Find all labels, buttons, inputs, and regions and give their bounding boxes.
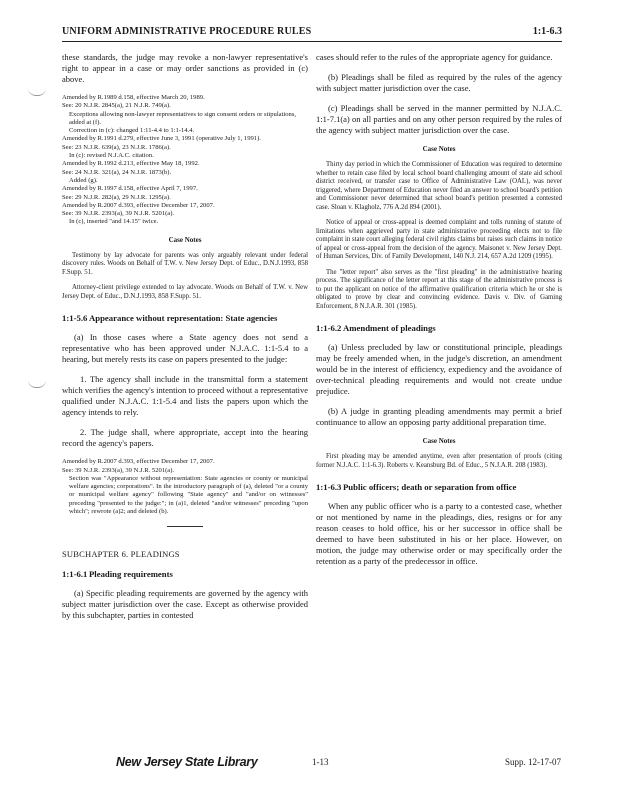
section-title: Pleading requirements xyxy=(89,569,173,580)
paragraph-b: (b) A judge in granting pleading amendments may permit a brief continuance to allow an opposing party additional preparation time. xyxy=(316,406,562,427)
right-column xyxy=(316,52,562,576)
history-notes-1 xyxy=(62,94,308,227)
section-heading-1-1-6-2 xyxy=(316,323,562,334)
case-note: Thirty day period in which the Commissioner of Education was required to determine whether to retain case filed by local school board challenging amount of state aid school district received, or transfer case to Office of Administrative Law (OAL), was never triggered, where Department of Education never filed an answer to school board's petition and Commissioner never determined that school board's petition presented a contested case. Sloan v. Klagholz, 776 A.2d 894 (2001). xyxy=(316,161,562,211)
paragraph-a2: 2. The judge shall, where appropriate, accept into the hearing record the agency's papers. xyxy=(62,427,308,449)
case-note: The "letter report" also serves as the "first pleading" in the administrative hearing process. The significance of the letter report at this stage of the administrative process is to put the applicant on notice of the affirmative qualification criteria which he or she is obligated to prove by clear and convincing evidence. Davis v. Div. of Gaming Enforcement, 8 N.J.A.R. 301 (1985). xyxy=(316,268,562,310)
section-title: Public officers; death or separation from office xyxy=(343,482,517,492)
margin-mark xyxy=(28,380,46,388)
paragraph-a: (a) Unless precluded by law or constitutional principle, pleadings may be freely amended when, in the judge's discretion, an amendment would be in the interest of efficiency, expediency and the avoidance of over-technical pleading requirements and would not create undue prejudice. xyxy=(316,342,562,396)
history-line: Amended by R.2007 d.393, effective December 17, 2007. xyxy=(62,201,215,209)
supplement-date: Supp. 12-17-07 xyxy=(505,757,561,767)
divider xyxy=(167,526,203,527)
header-section-range: 1:1-6.3 xyxy=(532,26,562,37)
history-line: In (c): revised N.J.A.C. citation. xyxy=(69,152,154,160)
section-number: 1:1-6.2 xyxy=(316,323,342,333)
history-line: Amended by R.1992 d.213, effective May 18, 1992. xyxy=(62,160,200,168)
history-line: Added (g). xyxy=(69,176,98,184)
section-heading-1-1-6-3 xyxy=(316,482,562,493)
case-note: Testimony by lay advocate for parents was only arguably relevant under federal discovery rules. Woods on Behalf of T.W. v. New Jersey Dept. of Educ., D.N.J.1993, 858 F.Supp. 51. xyxy=(62,251,308,276)
case-note: Notice of appeal or cross-appeal is deemed complaint and tolls running of statute of limitations when aggrieved party in state administrative proceeding elects not to file complaint in state court alleging federal civil rights claims but raises such claims in notice of appeal or cross-appeal from the decision of the agency. Maisonet v. New Jersey Dept. of Human Services, Div. of Family Development, 140 N.J. 214, 657 A.2d 1209 (1995). xyxy=(316,219,562,260)
subchapter-heading: SUBCHAPTER 6. PLEADINGS xyxy=(62,549,180,560)
case-notes-heading: Case Notes xyxy=(422,145,456,153)
history-line: Amended by R.1997 d.158, effective April 7, 1997. xyxy=(62,185,198,193)
left-column xyxy=(62,52,308,630)
paragraph-c: (c) Pleadings shall be served in the manner permitted by N.J.A.C. 1:1-7.1(a) on all parties and on any other person required by the rules of the agency with subject matter jurisdiction over the case. xyxy=(316,103,562,135)
section-number: 1:1-6.3 xyxy=(316,482,342,492)
case-note: Attorney-client privilege extended to lay advocate. Woods on Behalf of T.W. v. New Jersey Dept. of Educ., D.N.J.1993, 858 F.Supp. 51. xyxy=(62,284,308,300)
section-title: Amendment of pleadings xyxy=(343,323,436,333)
margin-mark xyxy=(28,88,46,96)
history-line: See: 39 N.J.R. 2393(a), 39 N.J.R. 5201(a). xyxy=(62,210,175,218)
history-notes-2 xyxy=(62,458,308,516)
history-line: Exceptions allowing non-lawyer representatives to sign consent orders or stipulations, added at (f). xyxy=(69,110,297,126)
history-line: Section was "Appearance without representation: State agencies or county or municipal welfare agencies; corporations". In the introductory paragraph of (a), deleted "or a county or municipal welfare agency" following "State agency" and "and/or on witnesses" preceding "presented to the judge:"; in (a)1, deleted "and/or witnesses" preceding "upon which"; rewrote (a)2; and deleted (b). xyxy=(69,474,308,516)
history-line: See: 24 N.J.R. 321(a), 24 N.J.R. 1873(b). xyxy=(62,168,172,176)
section-heading-1-1-5-6 xyxy=(62,313,308,324)
section-number: 1:1-5.6 xyxy=(62,313,88,324)
case-note: First pleading may be amended anytime, even after presentation of proofs (citing former N.J.A.C. 1:1-6.3). Roberts v. Keansburg Bd. of Educ., 5 N.J.A.R. 208 (1983). xyxy=(316,453,562,469)
intro-paragraph: these standards, the judge may revoke a non-lawyer representative's right to appear in a case or may order sanctions as provided in (c) above. xyxy=(62,52,308,84)
paragraph-a: (a) In those cases where a State agency does not send a representative who has been approved under N.J.A.C. 1:1-5.4 to a hearing, but merely rests its case on papers presented to the judge: xyxy=(62,332,308,365)
paragraph-b: (b) Pleadings shall be filed as required by the rules of the agency with subject matter jurisdiction over the case. xyxy=(316,72,562,93)
history-line: See: 20 N.J.R. 2845(a), 21 N.J.R. 749(a). xyxy=(62,102,171,110)
history-line: Amended by R.1989 d.158, effective March 20, 1989. xyxy=(62,94,205,101)
library-stamp: New Jersey State Library xyxy=(116,755,258,769)
section-number: 1:1-6.1 xyxy=(62,569,88,580)
section-body: When any public officer who is a party to a contested case, whether or not mentioned by name in the pleadings, dies, resigns or for any reason ceases to hold office, his or her successor in office shall be deemed to have been substituted in his or her place. However, on motion, the judge may otherwise order or may specifically order the retention as a party of the predecessor in office. xyxy=(316,501,562,566)
paragraph-a1: 1. The agency shall include in the transmittal form a statement which verifies the agency's intention to proceed without a representative qualified under N.J.A.C. 1:1-5.4 and lists the papers upon which the agency intends to rely. xyxy=(62,374,308,418)
header-title: UNIFORM ADMINISTRATIVE PROCEDURE RULES xyxy=(62,26,312,37)
history-line: See: 23 N.J.R. 639(a), 23 N.J.R. 1786(a). xyxy=(62,143,171,151)
continued-paragraph: cases should refer to the rules of the appropriate agency for guidance. xyxy=(316,52,553,62)
case-notes-heading: Case Notes xyxy=(422,437,456,445)
history-line: Correction in (c): changed 1:11-4.4 to 1:1-14.4. xyxy=(69,127,195,135)
case-notes-heading: Case Notes xyxy=(168,235,202,244)
history-line: In (c), inserted "and 14.15" twice. xyxy=(69,218,159,226)
history-line: See: 29 N.J.R. 282(a), 29 N.J.R. 1295(a). xyxy=(62,193,171,201)
history-line: Amended by R.1991 d.279, effective June 3, 1991 (operative July 1, 1991). xyxy=(62,135,261,143)
history-line: See: 39 N.J.R. 2393(a), 39 N.J.R. 5201(a). xyxy=(62,466,175,474)
page-number: 1-13 xyxy=(312,757,329,767)
section-heading-1-1-6-1 xyxy=(62,569,308,580)
section-title: Appearance without representation: State agencies xyxy=(89,313,278,324)
history-line: Amended by R.2007 d.393, effective December 17, 2007. xyxy=(62,458,215,466)
running-header xyxy=(62,26,562,42)
paragraph-a: (a) Specific pleading requirements are governed by the agency with subject matter jurisdiction over the case. Except as otherwise provided by this subchapter, parties in contested xyxy=(62,588,308,621)
